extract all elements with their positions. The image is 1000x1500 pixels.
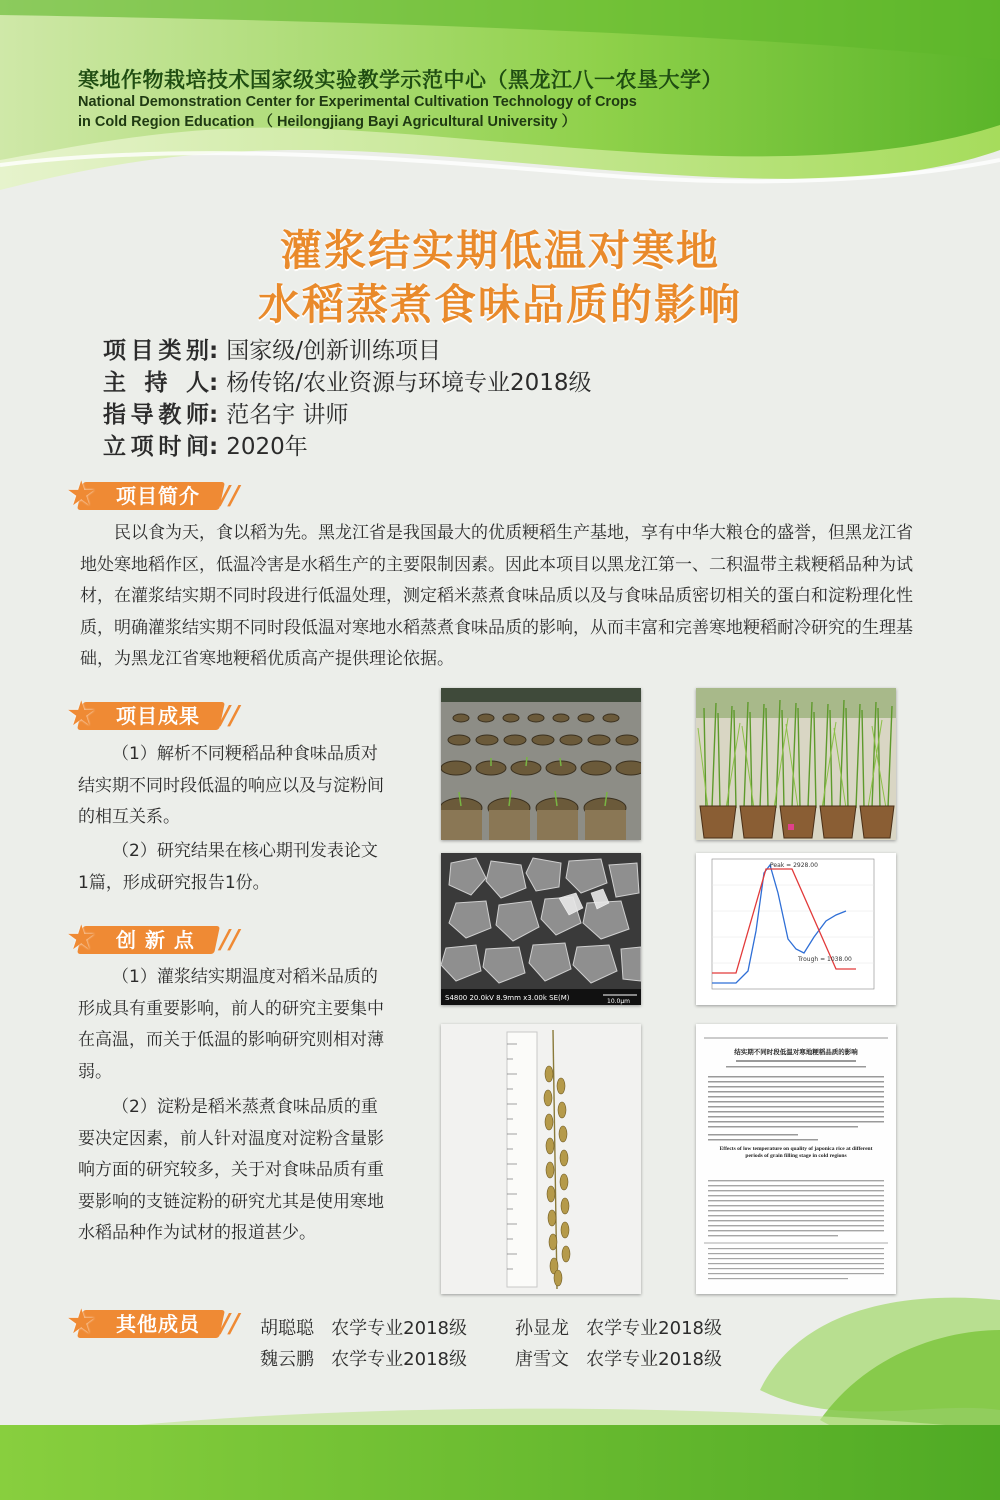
member-name: 孙显龙 xyxy=(515,1318,569,1339)
star-icon: ★ xyxy=(66,1302,97,1342)
paper-title-cn: 结实期不同时段低温对寒地粳稻品质的影响 xyxy=(734,1048,858,1056)
section-heading-intro xyxy=(66,474,260,514)
heading-banner: 项目成果 xyxy=(77,702,225,730)
member-1 xyxy=(260,1314,467,1340)
intro-paragraph: 民以食为天，食以稻为先。黑龙江省是我国最大的优质粳稻生产基地，享有中华大粮仓的盛誉，但黑龙江省地处寒地稻作区，低温冷害是水稻生产的主要限制因素。因此本项目以黑龙江第一、二积温带主栽粳稻品种为试材，在灌浆结实期不同时段进行低温处理，测定稻米蒸煮食味品质以及与食味品质密切相关的蛋白和淀粉理化性质，明确灌浆结实期不同时段低温对寒地水稻蒸煮食味品质的影响，从而丰富和完善寒地粳稻耐冷研究的生理基础，为黑龙江省寒地粳稻优质高产提供理论依据。 xyxy=(80,523,913,669)
member-name: 魏云鹏 xyxy=(260,1349,314,1370)
heading-banner: 项目简介 xyxy=(77,482,225,510)
poster-title-line1: 灌浆结实期低温对寒地 xyxy=(279,226,720,275)
innovation-item-2: （2）淀粉是稻米蒸煮食味品质的重要决定因素，前人针对温度对淀粉含量影响方面的研究较多，关于对食味品质有重要影响的支链淀粉的研究尤其是使用寒地水稻品种作为试材的报道甚少。 xyxy=(78,1097,384,1243)
heading-banner: 创 新 点 xyxy=(77,926,220,954)
slash-decoration-icon: // xyxy=(216,701,243,731)
innovation-item-1: （1）灌浆结实期温度对稻米品质的形成具有重要影响，前人的研究主要集中在高温，而关于低温的影响研究则相对薄弱。 xyxy=(78,967,384,1082)
header-title-en-line2: in Cold Region Education （ Heilongjiang Bayi Agricultural University ） xyxy=(78,114,577,130)
rice-panicle-image xyxy=(441,1024,641,1294)
info-value: 2020年 xyxy=(226,434,308,460)
slash-decoration-icon: // xyxy=(216,481,243,511)
paper-title-en: Effects of low temperature on quality of japonica rice at different periods of grain filling stage in cold regions xyxy=(719,1146,873,1159)
member-major: 农学专业2018级 xyxy=(586,1349,722,1370)
photo-rice-pots xyxy=(441,688,641,840)
poster-title-line2: 水稻蒸煮食味品质的影响 xyxy=(257,280,742,329)
info-row-advisor: 指导教师: 范名宇 讲师 xyxy=(103,396,349,429)
info-row-category: 项目类别: 国家级/创新训练项目 xyxy=(103,332,441,365)
info-value: 国家级/创新训练项目 xyxy=(226,338,441,364)
slash-decoration-icon: // xyxy=(216,1309,243,1339)
rva-curve-image xyxy=(696,853,896,1005)
info-label: 指导教师 xyxy=(103,402,209,428)
photo-journal-paper xyxy=(696,1024,896,1294)
photo-starch-sem xyxy=(441,853,641,1005)
info-row-date: 立项时间: 2020年 xyxy=(103,428,308,461)
info-label: 项目类别 xyxy=(103,338,209,364)
results-item-1: （1）解析不同粳稻品种食味品质对结实期不同时段低温的响应以及与淀粉间的相互关系。 xyxy=(78,744,384,827)
rva-trough-label: Trough = 1038.00 xyxy=(798,956,852,963)
info-value: 范名宇 讲师 xyxy=(226,402,349,428)
photo-rice-plants xyxy=(696,688,896,840)
member-name: 唐雪文 xyxy=(515,1349,569,1370)
photo-rice-panicle xyxy=(441,1024,641,1294)
slash-decoration-icon: // xyxy=(216,925,243,955)
star-icon: ★ xyxy=(66,474,97,514)
journal-paper-image xyxy=(696,1024,896,1294)
member-4 xyxy=(515,1345,722,1371)
sem-scale-label: 10.0μm xyxy=(607,998,631,1005)
section-heading-members xyxy=(66,1302,260,1342)
member-2 xyxy=(515,1314,722,1340)
section-heading-results xyxy=(66,694,260,734)
info-label: 立项时间 xyxy=(103,434,209,460)
starch-sem-image xyxy=(441,853,641,1005)
info-row-host: 主持人: 杨传铭/农业资源与环境专业2018级 xyxy=(103,364,592,397)
member-major: 农学专业2018级 xyxy=(331,1318,467,1339)
member-major: 农学专业2018级 xyxy=(331,1349,467,1370)
star-icon: ★ xyxy=(66,918,97,958)
header-title-cn: 寒地作物栽培技术国家级实验教学示范中心（黑龙江八一农垦大学） xyxy=(78,68,723,92)
photo-rva-curve xyxy=(696,853,896,1005)
section-heading-innovation xyxy=(66,918,260,958)
star-icon: ★ xyxy=(66,694,97,734)
member-major: 农学专业2018级 xyxy=(586,1318,722,1339)
sem-caption: S4800 20.0kV 8.9mm x3.00k SE(M) xyxy=(445,994,570,1002)
heading-banner: 其他成员 xyxy=(77,1310,225,1338)
info-label: 主持人 xyxy=(103,370,209,396)
header-title-en-line1: National Demonstration Center for Experimental Cultivation Technology of Crops xyxy=(78,94,637,110)
info-value: 杨传铭/农业资源与环境专业2018级 xyxy=(226,370,592,396)
rice-pots-image xyxy=(441,688,641,840)
results-item-2: （2）研究结果在核心期刊发表论文1篇，形成研究报告1份。 xyxy=(78,841,378,893)
member-name: 胡聪聪 xyxy=(260,1318,314,1339)
member-3 xyxy=(260,1345,467,1371)
rva-peak-label: Peak = 2928.00 xyxy=(770,862,818,869)
rice-plants-image xyxy=(696,688,896,840)
